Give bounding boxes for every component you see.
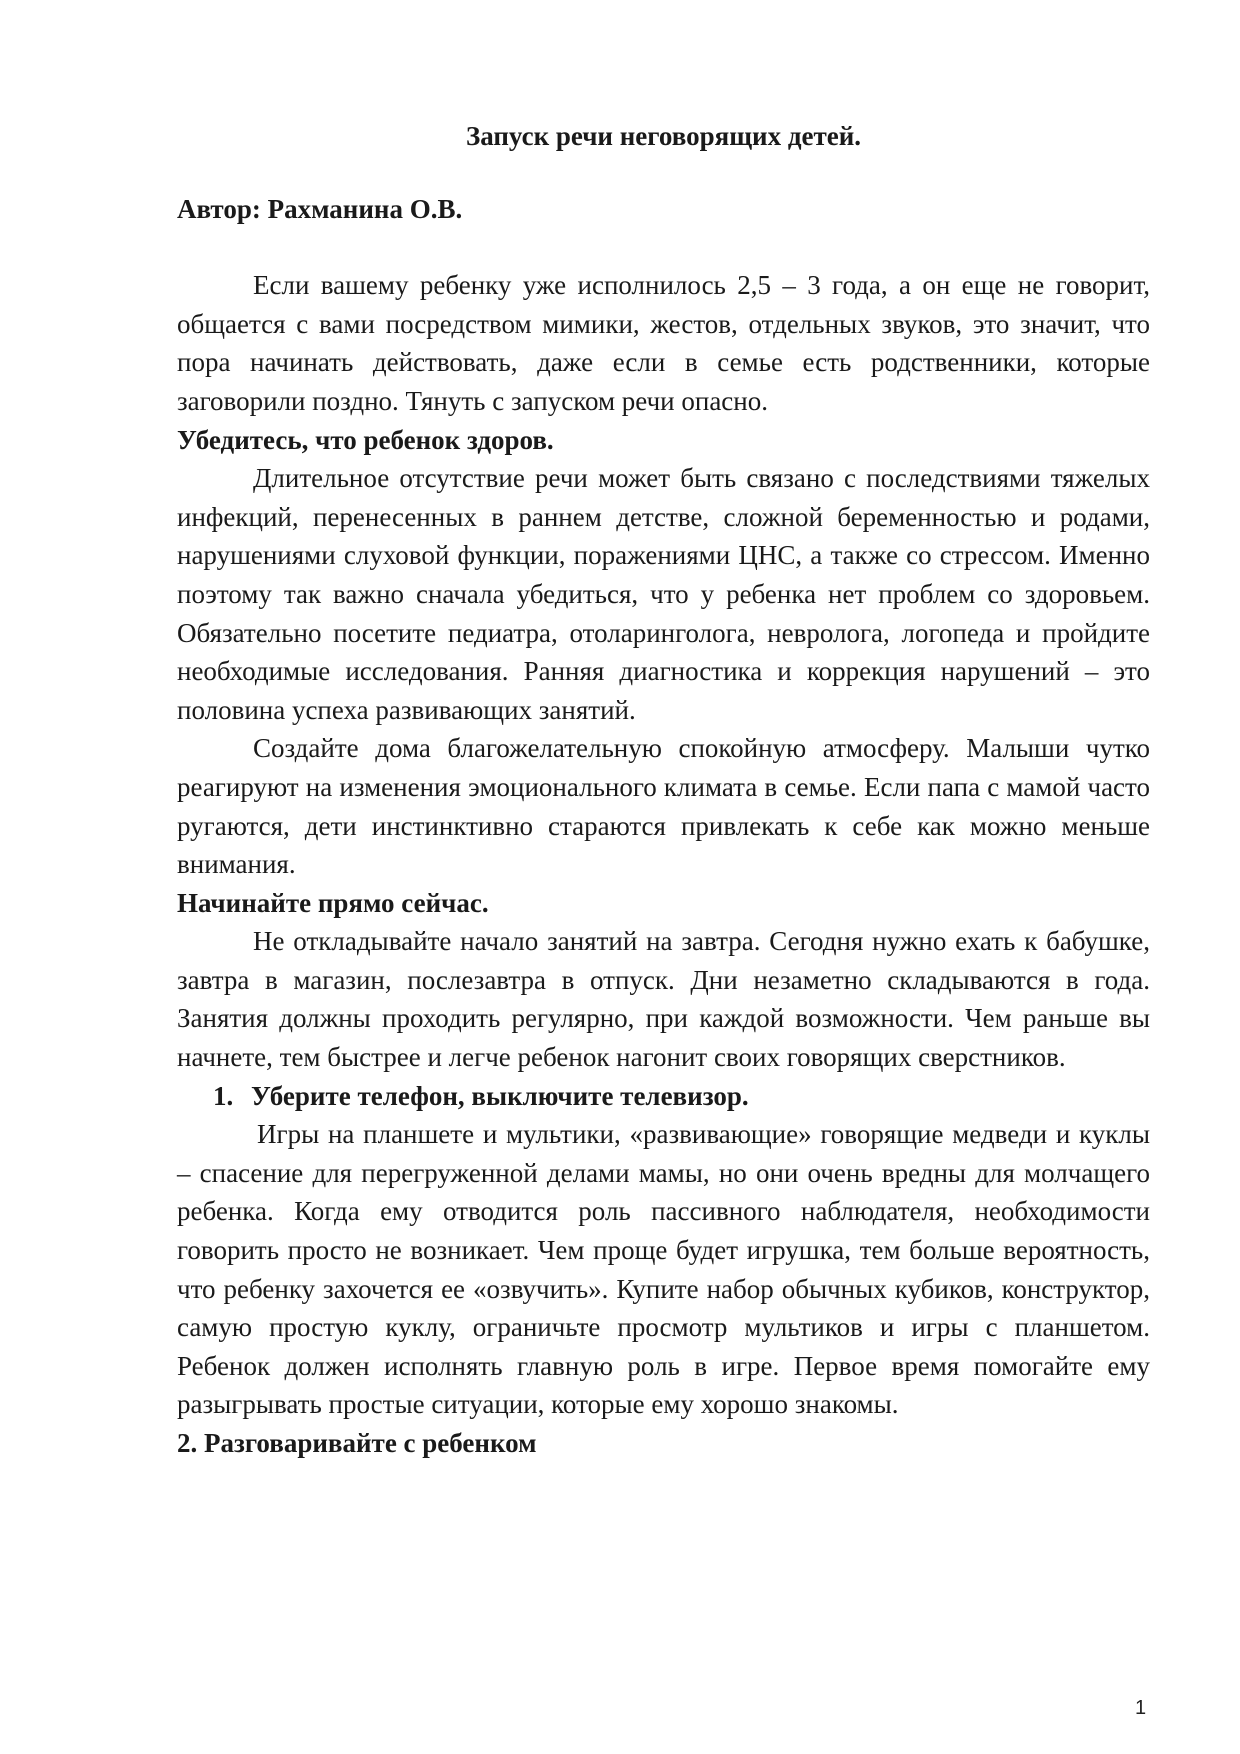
document-author: Автор: Рахманина О.В.	[177, 193, 463, 224]
page-number: 1	[1135, 1697, 1147, 1719]
list-heading-text: Уберите телефон, выключите телевизор.	[251, 1080, 749, 1111]
numbered-heading-2: 2. Разговаривайте с ребенком	[177, 1428, 537, 1458]
paragraph-devices: Игры на планшете и мультики, «развивающие» говорящие медведи и куклы – спасение для перегруженной делами мамы, но они очень вредны для молчащего ребенка. Когда ему отводится роль пассивного наблюдателя, необходимости говорить просто не возникает. Чем проще будет игрушка, тем больше вероятность, что ребенку захочется ее «озвучить». Купите набор обычных кубиков, конструктор, самую простую куклу, ограничьте просмотр мультиков и игры с планшетом. Ребенок должен исполнять главную роль в игре. Первое время помогайте ему разыгрывать простые ситуации, которые ему хорошо знакомы.	[177, 1119, 1150, 1420]
document-title: Запуск речи неговорящих детей.	[465, 121, 862, 151]
section-heading-health: Убедитесь, что ребенок здоров.	[177, 424, 554, 455]
paragraph-intro: Если вашему ребенку уже исполнилось 2,5 – 3 года, а он еще не говорит, общается с вами посредством мимики, жестов, отдельных звуков, это значит, что пора начинать действовать, даже если в семье есть родственники, которые заговорили поздно. Тянуть с запуском речи опасно.	[177, 270, 1150, 416]
document-body	[177, 117, 1150, 1463]
paragraph-start-now: Не откладывайте начало занятий на завтра. Сегодня нужно ехать к бабушке, завтра в магазин, послезавтра в отпуск. Дни незаметно складываются в года. Занятия должны проходить регулярно, при каждой возможности. Чем раньше вы начнете, тем быстрее и легче ребенок нагонит своих говорящих сверстников.	[177, 926, 1150, 1073]
paragraph-health: Длительное отсутствие речи может быть связано с последствиями тяжелых инфекций, перенесенных в раннем детстве, сложной беременностью и родами, нарушениями слуховой функции, поражениями ЦНС, а также со стрессом. Именно поэтому так важно сначала убедиться, что у ребенка нет проблем со здоровьем. Обязательно посетите педиатра, отоларинголога, невролога, логопеда и пройдите необходимые исследования. Ранняя диагностика и коррекция нарушений – это половина успеха развивающих занятий.	[177, 463, 1150, 725]
list-number: 1.	[213, 1080, 234, 1111]
paragraph-atmosphere: Создайте дома благожелательную спокойную атмосферу. Малыши чутко реагируют на изменения эмоционального климата в семье. Если папа с мамой часто ругаются, дети инстинктивно стараются привлекать к себе как можно меньше внимания.	[177, 733, 1150, 880]
section-heading-start-now: Начинайте прямо сейчас.	[177, 887, 489, 918]
numbered-heading-1	[177, 1077, 1150, 1116]
